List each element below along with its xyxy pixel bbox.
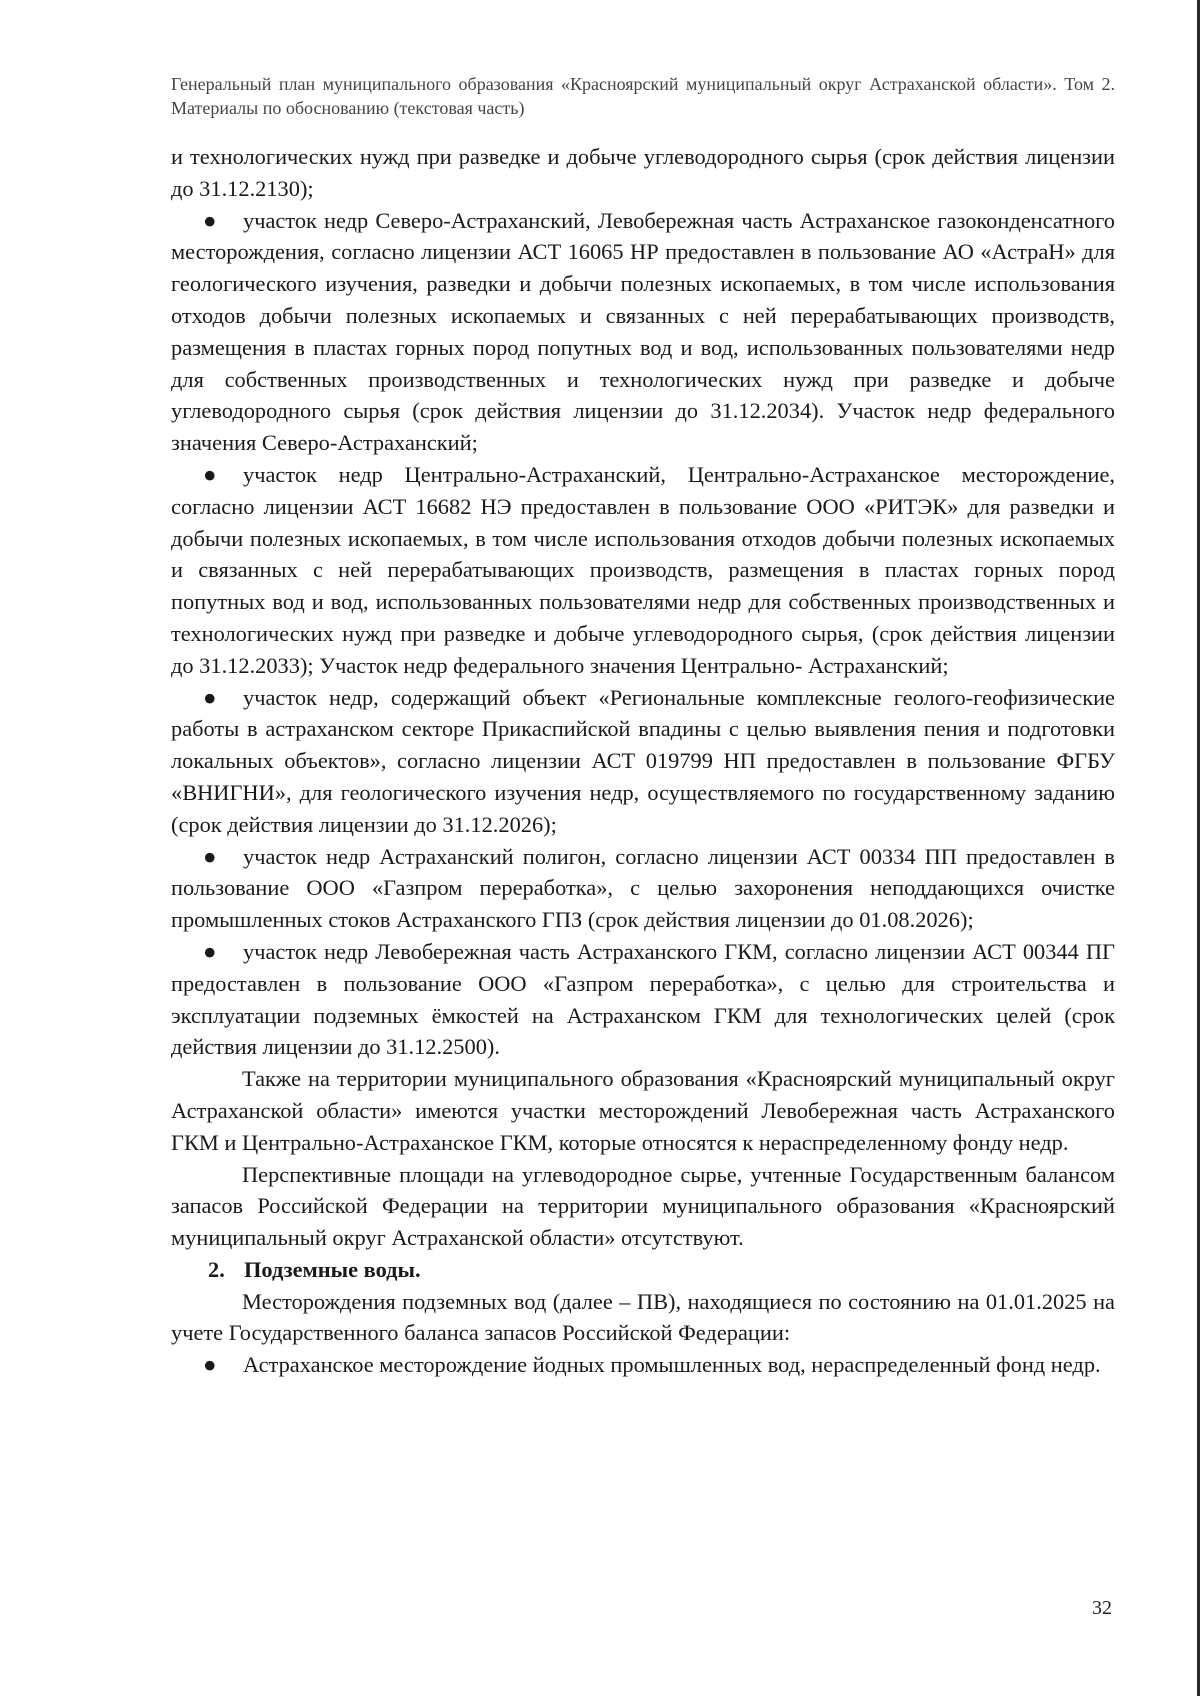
list-item-text: участок недр Левобережная часть Астраханского ГКМ, согласно лицензии АСТ 00344 ПГ предоставлен в пользование ООО «Газпром переработка», с целью для строительства и эксплуатации подземных ёмкостей на Астраханском ГКМ для технологических целей (срок действия лицензии до 31.12.2500). bbox=[171, 938, 1115, 1060]
list-item bbox=[171, 1349, 1115, 1381]
list-item-text: участок недр Центрально-Астраханский, Центрально-Астраханское месторождение, согласно лицензии АСТ 16682 НЭ предоставлен в пользование ООО «РИТЭК» для разведки и добычи полезных ископаемых, в том числе использования отходов добычи полезных ископаемых и связанных с ней перерабатывающих производств, размещения в пластах горных пород попутных вод и вод, использованных пользователями недр для собственных производственных и технологических нужд при разведке и добыче углеводородного сырья, (срок действия лицензии до 31.12.2033); Участок недр федерального значения Центрально- Астраханский; bbox=[171, 461, 1115, 678]
paragraph: Также на территории муниципального образования «Красноярский муниципальный округ Астраханской области» имеются участки месторождений Левобережная часть Астраханского ГКМ и Центрально-Астраханское ГКМ, которые относятся к нераспределенному фонду недр. bbox=[171, 1066, 1115, 1155]
list-item bbox=[171, 459, 1115, 682]
running-header: Генеральный план муниципального образования «Красноярский муниципальный округ Астраханской области». Том 2. Материалы по обоснованию (текстовая часть) bbox=[171, 74, 1115, 118]
list-item bbox=[171, 682, 1115, 841]
list-item-text: участок недр Астраханский полигон, согласно лицензии АСТ 00334 ПП предоставлен в пользование ООО «Газпром переработка», с целью захоронения неподдающихся очистке промышленных стоков Астраханского ГПЗ (срок действия лицензии до 01.08.2026); bbox=[171, 843, 1115, 933]
paragraph: Месторождения подземных вод (далее – ПВ), находящиеся по состоянию на 01.01.2025 на учете Государственного баланса запасов Российской Федерации: bbox=[171, 1288, 1115, 1346]
list-item-text: участок недр, содержащий объект «Региональные комплексные геолого-геофизические работы в астраханском секторе Прикаспийской впадины с целью выявления пения и подготовки локальных объектов», согласно лицензии АСТ 019799 НП предоставлен в пользование ФГБУ «ВНИГНИ», для геологического изучения недр, осуществляемого по государственному заданию (срок действия лицензии до 31.12.2026); bbox=[171, 684, 1115, 837]
section-heading bbox=[171, 1254, 1115, 1286]
list-item bbox=[171, 936, 1115, 1063]
bullet-icon: ● bbox=[203, 684, 217, 710]
list-item bbox=[171, 205, 1115, 459]
bullet-icon: ● bbox=[203, 843, 217, 869]
bullet-icon: ● bbox=[203, 1352, 217, 1378]
bullet-icon: ● bbox=[203, 461, 217, 487]
section-title: Подземные воды. bbox=[244, 1256, 421, 1282]
bullet-icon: ● bbox=[203, 938, 217, 964]
document-body bbox=[171, 141, 1115, 1381]
list-item bbox=[171, 841, 1115, 936]
paragraph: и технологических нужд при разведке и добыче углеводородного сырья (срок действия лицензии до 31.12.2130); bbox=[171, 144, 1115, 201]
page-number: 32 bbox=[1092, 1597, 1112, 1619]
section-number: 2. bbox=[208, 1256, 225, 1282]
list-item-text: участок недр Северо-Астраханский, Левобережная часть Астраханское газоконденсатного месторождения, согласно лицензии АСТ 16065 НР предоставлен в пользование АО «АстраН» для геологического изучения, разведки и добычи полезных ископаемых, в том числе использования отходов добычи полезных ископаемых и связанных с ней перерабатывающих производств, размещения в пластах горных пород попутных вод и вод, использованных пользователями недр для собственных производственных и технологических нужд при разведке и добыче углеводородного сырья (срок действия лицензии до 31.12.2034). Участок недр федерального значения Северо-Астраханский; bbox=[171, 207, 1115, 456]
paragraph: Перспективные площади на углеводородное сырье, учтенные Государственным балансом запасов Российской Федерации на территории муниципального образования «Красноярский муниципальный округ Астраханской области» отсутствуют. bbox=[171, 1161, 1115, 1251]
bullet-icon: ● bbox=[203, 207, 217, 233]
list-item-text: Астраханское месторождение йодных промышленных вод, нераспределенный фонд недр. bbox=[243, 1352, 1101, 1378]
